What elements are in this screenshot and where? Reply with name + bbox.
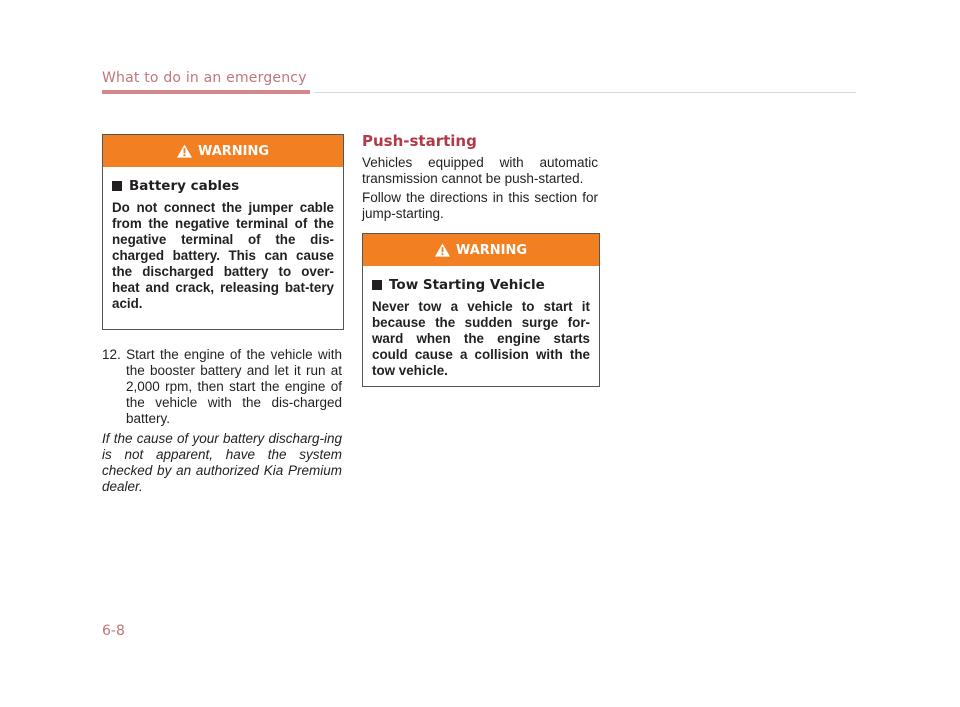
section-title: Push-starting	[362, 132, 477, 150]
warning-label: WARNING	[455, 242, 528, 258]
dealer-note: If the cause of your battery discharg-ing is not apparent, have the system checked by an authorized Kia Premium dealer.	[102, 431, 342, 494]
warning-header	[103, 135, 343, 167]
square-bullet-icon	[372, 280, 382, 290]
warning-box-battery-cables	[102, 134, 344, 330]
page-number: 6-8	[102, 623, 125, 639]
header-accent-rule	[102, 90, 310, 94]
warning-triangle-icon	[177, 144, 192, 158]
header-title: What to do in an emergency	[102, 70, 307, 86]
section-paragraph-2: Follow the directions in this section for jump-starting.	[362, 190, 598, 221]
warning-body: Never tow a vehicle to start it because the sudden surge for-ward when the engine starts could cause a collision with the tow vehicle.	[372, 299, 590, 378]
warning-body: Do not connect the jumper cable from the negative terminal of the negative terminal of the dis-charged battery. This can cause the discharged battery to over-heat and crack, releasing bat-tery acid.	[112, 200, 334, 311]
warning-subtitle-text: Battery cables	[129, 178, 240, 194]
warning-header	[363, 234, 599, 266]
warning-subtitle-text: Tow Starting Vehicle	[389, 277, 545, 293]
warning-box-tow-starting	[362, 233, 600, 387]
warning-subtitle	[372, 277, 590, 293]
warning-triangle-icon	[435, 243, 450, 257]
header-rule	[314, 92, 856, 93]
warning-label: WARNING	[197, 143, 270, 159]
section-paragraph-1: Vehicles equipped with automatic transmission cannot be push-started.	[362, 155, 598, 186]
warning-subtitle	[112, 178, 334, 194]
step-12: 12. Start the engine of the vehicle with the booster battery and let it run at 2,000 rpm, then start the engine of the vehicle with the dis-charged battery.	[102, 347, 342, 426]
square-bullet-icon	[112, 181, 122, 191]
